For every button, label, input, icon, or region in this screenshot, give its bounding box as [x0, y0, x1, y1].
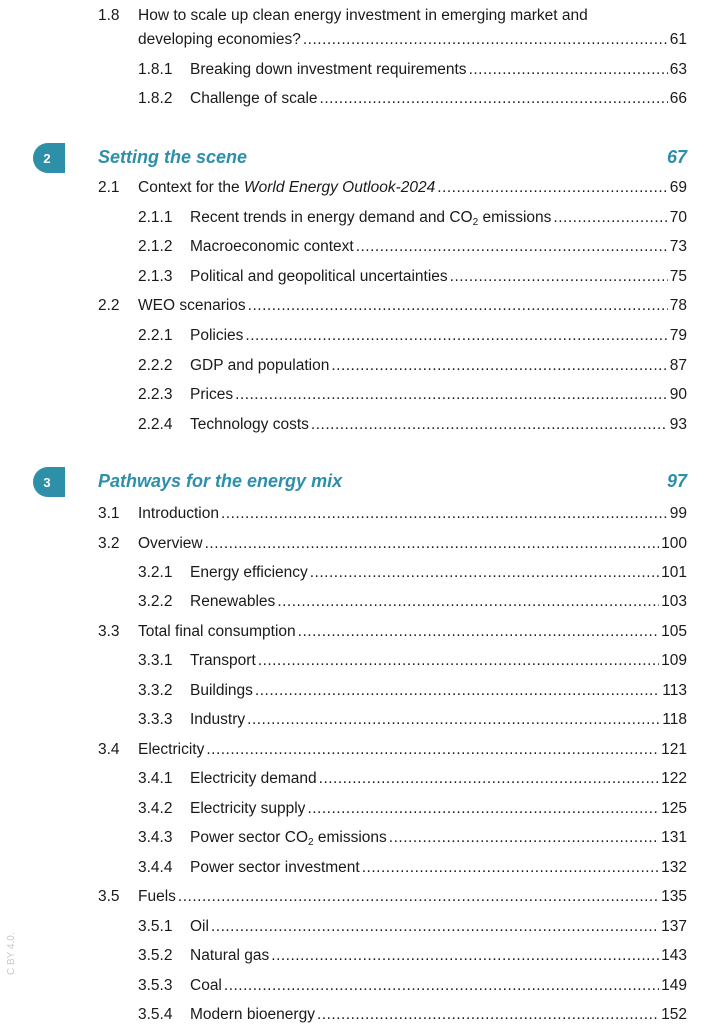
leader-dots — [303, 30, 668, 50]
section-title: Power sector investment — [190, 859, 360, 876]
section-title: Political and geopolitical uncertainties — [190, 268, 448, 285]
title-text-post: emissions — [478, 209, 552, 226]
chapter-title: Setting the scene — [98, 147, 248, 167]
leader-dots — [298, 622, 659, 642]
page-number: 69 — [669, 179, 687, 196]
section-number: 2.2.2 — [138, 357, 173, 374]
toc-entry-3-2-1[interactable] — [138, 563, 687, 583]
title-text: Recent trends in energy demand and CO — [190, 209, 473, 226]
subscript: 2 — [308, 837, 314, 848]
section-title: Policies — [190, 327, 244, 344]
section-title: Total final consumption — [138, 623, 296, 640]
section-title: Industry — [190, 711, 246, 728]
page-number: 73 — [669, 238, 687, 255]
section-title — [138, 178, 435, 198]
chapter-2-header[interactable] — [0, 143, 687, 173]
toc-entry-3-5[interactable] — [98, 887, 687, 907]
section-title: GDP and population — [190, 357, 330, 374]
leader-dots — [356, 237, 668, 257]
section-title: Electricity supply — [190, 800, 306, 817]
leader-dots — [178, 887, 659, 907]
toc-entry-3-3-1[interactable] — [138, 651, 687, 671]
title-text-post: emissions — [313, 829, 387, 846]
leader-dots — [206, 740, 659, 760]
chapter-badge: 3 — [33, 467, 65, 497]
page-number: 79 — [669, 327, 687, 344]
page-number: 132 — [661, 859, 687, 876]
page-number: 99 — [669, 505, 687, 522]
page-number: 105 — [661, 623, 687, 640]
leader-dots — [211, 917, 659, 937]
toc-entry-3-3-2[interactable] — [138, 681, 687, 701]
section-title: Electricity demand — [190, 770, 317, 787]
leader-dots — [258, 651, 659, 671]
toc-entry-2-1-3[interactable] — [138, 267, 687, 287]
chapter-title: Pathways for the energy mix — [98, 471, 343, 491]
section-number: 2.2.4 — [138, 416, 173, 433]
leader-dots — [317, 1005, 659, 1025]
section-number: 3.4 — [98, 741, 120, 758]
toc-entry-2-2-1[interactable] — [138, 326, 687, 346]
page-number: 118 — [662, 711, 687, 728]
leader-dots — [247, 710, 660, 730]
section-title: Natural gas — [190, 947, 270, 964]
section-number: 3.1 — [98, 505, 120, 522]
leader-dots — [331, 356, 667, 376]
leader-dots — [235, 385, 668, 405]
section-number: 3.4.3 — [138, 829, 173, 846]
section-title: Prices — [190, 386, 234, 403]
leader-dots — [311, 415, 668, 435]
leader-dots — [469, 60, 668, 80]
page-number: 93 — [669, 416, 687, 433]
title-text: Power sector CO — [190, 829, 309, 846]
section-number: 3.2 — [98, 535, 120, 552]
page-number: 101 — [661, 564, 687, 581]
section-number: 3.4.2 — [138, 800, 173, 817]
leader-dots — [389, 828, 659, 848]
section-number: 3.4.1 — [138, 770, 173, 787]
section-number: 3.5.3 — [138, 977, 173, 994]
page-number: 149 — [661, 977, 687, 994]
section-number: 3.3.3 — [138, 711, 173, 728]
toc-entry-3-2-2[interactable] — [138, 592, 687, 612]
toc-entry-3-3[interactable] — [98, 622, 687, 642]
toc-entry-2-1-1[interactable] — [138, 208, 687, 228]
section-title: Macroeconomic context — [190, 238, 354, 255]
toc-entry-3-3-3[interactable] — [138, 710, 687, 730]
section-number: 3.5.4 — [138, 1006, 173, 1023]
toc-entry-3-1[interactable] — [98, 504, 687, 524]
page-number: 87 — [669, 357, 687, 374]
section-title: Overview — [138, 535, 203, 552]
section-title: Coal — [190, 977, 222, 994]
section-number: 3.4.4 — [138, 859, 173, 876]
section-number: 3.3 — [98, 623, 120, 640]
page-number: 70 — [669, 209, 687, 226]
section-number: 3.2.1 — [138, 564, 173, 581]
chapter-page: 67 — [666, 147, 687, 167]
page-number: 103 — [661, 593, 687, 610]
section-number: 2.1.2 — [138, 238, 173, 255]
toc-entry-3-4[interactable] — [98, 740, 687, 760]
page-number: 131 — [661, 829, 687, 846]
page-number: 78 — [669, 297, 687, 314]
page-number: 135 — [661, 888, 687, 905]
leader-dots — [277, 592, 659, 612]
leader-dots — [437, 178, 668, 198]
section-title — [190, 208, 551, 233]
page-number: 143 — [661, 947, 687, 964]
toc-entry-3-4-1[interactable] — [138, 769, 687, 789]
section-number: 3.3.1 — [138, 652, 173, 669]
leader-dots — [245, 326, 667, 346]
section-number: 3.5.2 — [138, 947, 173, 964]
page-number: 63 — [669, 61, 687, 78]
page-number: 122 — [661, 770, 687, 787]
section-number: 1.8 — [98, 7, 120, 24]
section-title: Breaking down investment requirements — [190, 61, 467, 78]
section-title: Challenge of scale — [190, 90, 318, 107]
section-number: 2.2.3 — [138, 386, 173, 403]
toc-entry-3-5-4[interactable] — [138, 1005, 687, 1025]
section-number: 3.5 — [98, 888, 120, 905]
page-number: 100 — [661, 535, 687, 552]
section-number: 1.8.1 — [138, 61, 173, 78]
leader-dots — [319, 769, 659, 789]
section-number: 3.5.1 — [138, 918, 173, 935]
section-title: Fuels — [138, 888, 176, 905]
section-number: 1.8.2 — [138, 90, 173, 107]
section-title: Buildings — [190, 682, 253, 699]
title-text: Context for the — [138, 179, 244, 196]
section-number: 3.2.2 — [138, 593, 173, 610]
toc-entry-2-1-2[interactable] — [138, 237, 687, 257]
toc-entry-2-2-3[interactable] — [138, 385, 687, 405]
toc-entry-1-8-1[interactable] — [138, 60, 687, 80]
page-number: 152 — [661, 1006, 687, 1023]
leader-dots — [224, 976, 659, 996]
toc-entry-3-4-4[interactable] — [138, 858, 687, 878]
toc-entry-2-2-4[interactable] — [138, 415, 687, 435]
page-number: 121 — [661, 741, 687, 758]
title-italic: World Energy Outlook-2024 — [243, 179, 436, 196]
section-title: WEO scenarios — [138, 297, 246, 314]
chapter-badge: 2 — [33, 143, 65, 173]
section-title: Oil — [190, 918, 209, 935]
toc-entry-1-8-cont[interactable] — [138, 30, 687, 50]
section-title-line1: How to scale up clean energy investment in emerging market and — [138, 7, 588, 24]
chapter-page: 97 — [666, 471, 687, 491]
section-number: 3.3.2 — [138, 682, 173, 699]
toc-entry-1-8[interactable] — [98, 6, 687, 26]
section-title: Electricity — [138, 741, 205, 758]
chapter-3-header[interactable] — [0, 467, 687, 497]
page-number: 125 — [661, 800, 687, 817]
section-number: 2.1.1 — [138, 209, 173, 226]
section-number: 2.2 — [98, 297, 120, 314]
page-number: 113 — [662, 682, 687, 699]
toc-entry-2-2[interactable] — [98, 296, 687, 316]
section-title-line2: developing economies? — [138, 31, 301, 48]
toc-entry-3-5-1[interactable] — [138, 917, 687, 937]
section-number: 2.1 — [98, 179, 120, 196]
page-number: 137 — [661, 918, 687, 935]
leader-dots — [221, 504, 668, 524]
toc-entry-1-8-2[interactable] — [138, 89, 687, 109]
section-title: Renewables — [190, 593, 276, 610]
toc-entry-2-2-2[interactable] — [138, 356, 687, 376]
page-number: 75 — [669, 268, 687, 285]
toc-entry-3-4-2[interactable] — [138, 799, 687, 819]
section-title: Technology costs — [190, 416, 309, 433]
page-number: 90 — [669, 386, 687, 403]
section-number: 2.2.1 — [138, 327, 173, 344]
toc-entry-2-1[interactable] — [98, 178, 687, 198]
license-watermark: C BY 4.0. — [6, 932, 17, 975]
page-number: 61 — [669, 31, 687, 48]
section-title: Energy efficiency — [190, 564, 308, 581]
leader-dots — [362, 858, 659, 878]
leader-dots — [205, 534, 660, 554]
leader-dots — [255, 681, 660, 701]
section-title: Introduction — [138, 505, 219, 522]
leader-dots — [553, 208, 667, 228]
section-title — [190, 828, 387, 853]
leader-dots — [271, 946, 659, 966]
page-number: 109 — [661, 652, 687, 669]
section-title: Transport — [190, 652, 256, 669]
leader-dots — [248, 296, 668, 316]
toc-entry-3-5-3[interactable] — [138, 976, 687, 996]
toc-entry-3-4-3[interactable] — [138, 828, 687, 848]
page-number: 66 — [669, 90, 687, 107]
subscript: 2 — [472, 217, 479, 228]
section-number: 2.1.3 — [138, 268, 173, 285]
leader-dots — [307, 799, 659, 819]
leader-dots — [320, 89, 668, 109]
toc-entry-3-5-2[interactable] — [138, 946, 687, 966]
section-title: Modern bioenergy — [190, 1006, 315, 1023]
leader-dots — [450, 267, 668, 287]
toc-entry-3-2[interactable] — [98, 534, 687, 554]
leader-dots — [310, 563, 659, 583]
